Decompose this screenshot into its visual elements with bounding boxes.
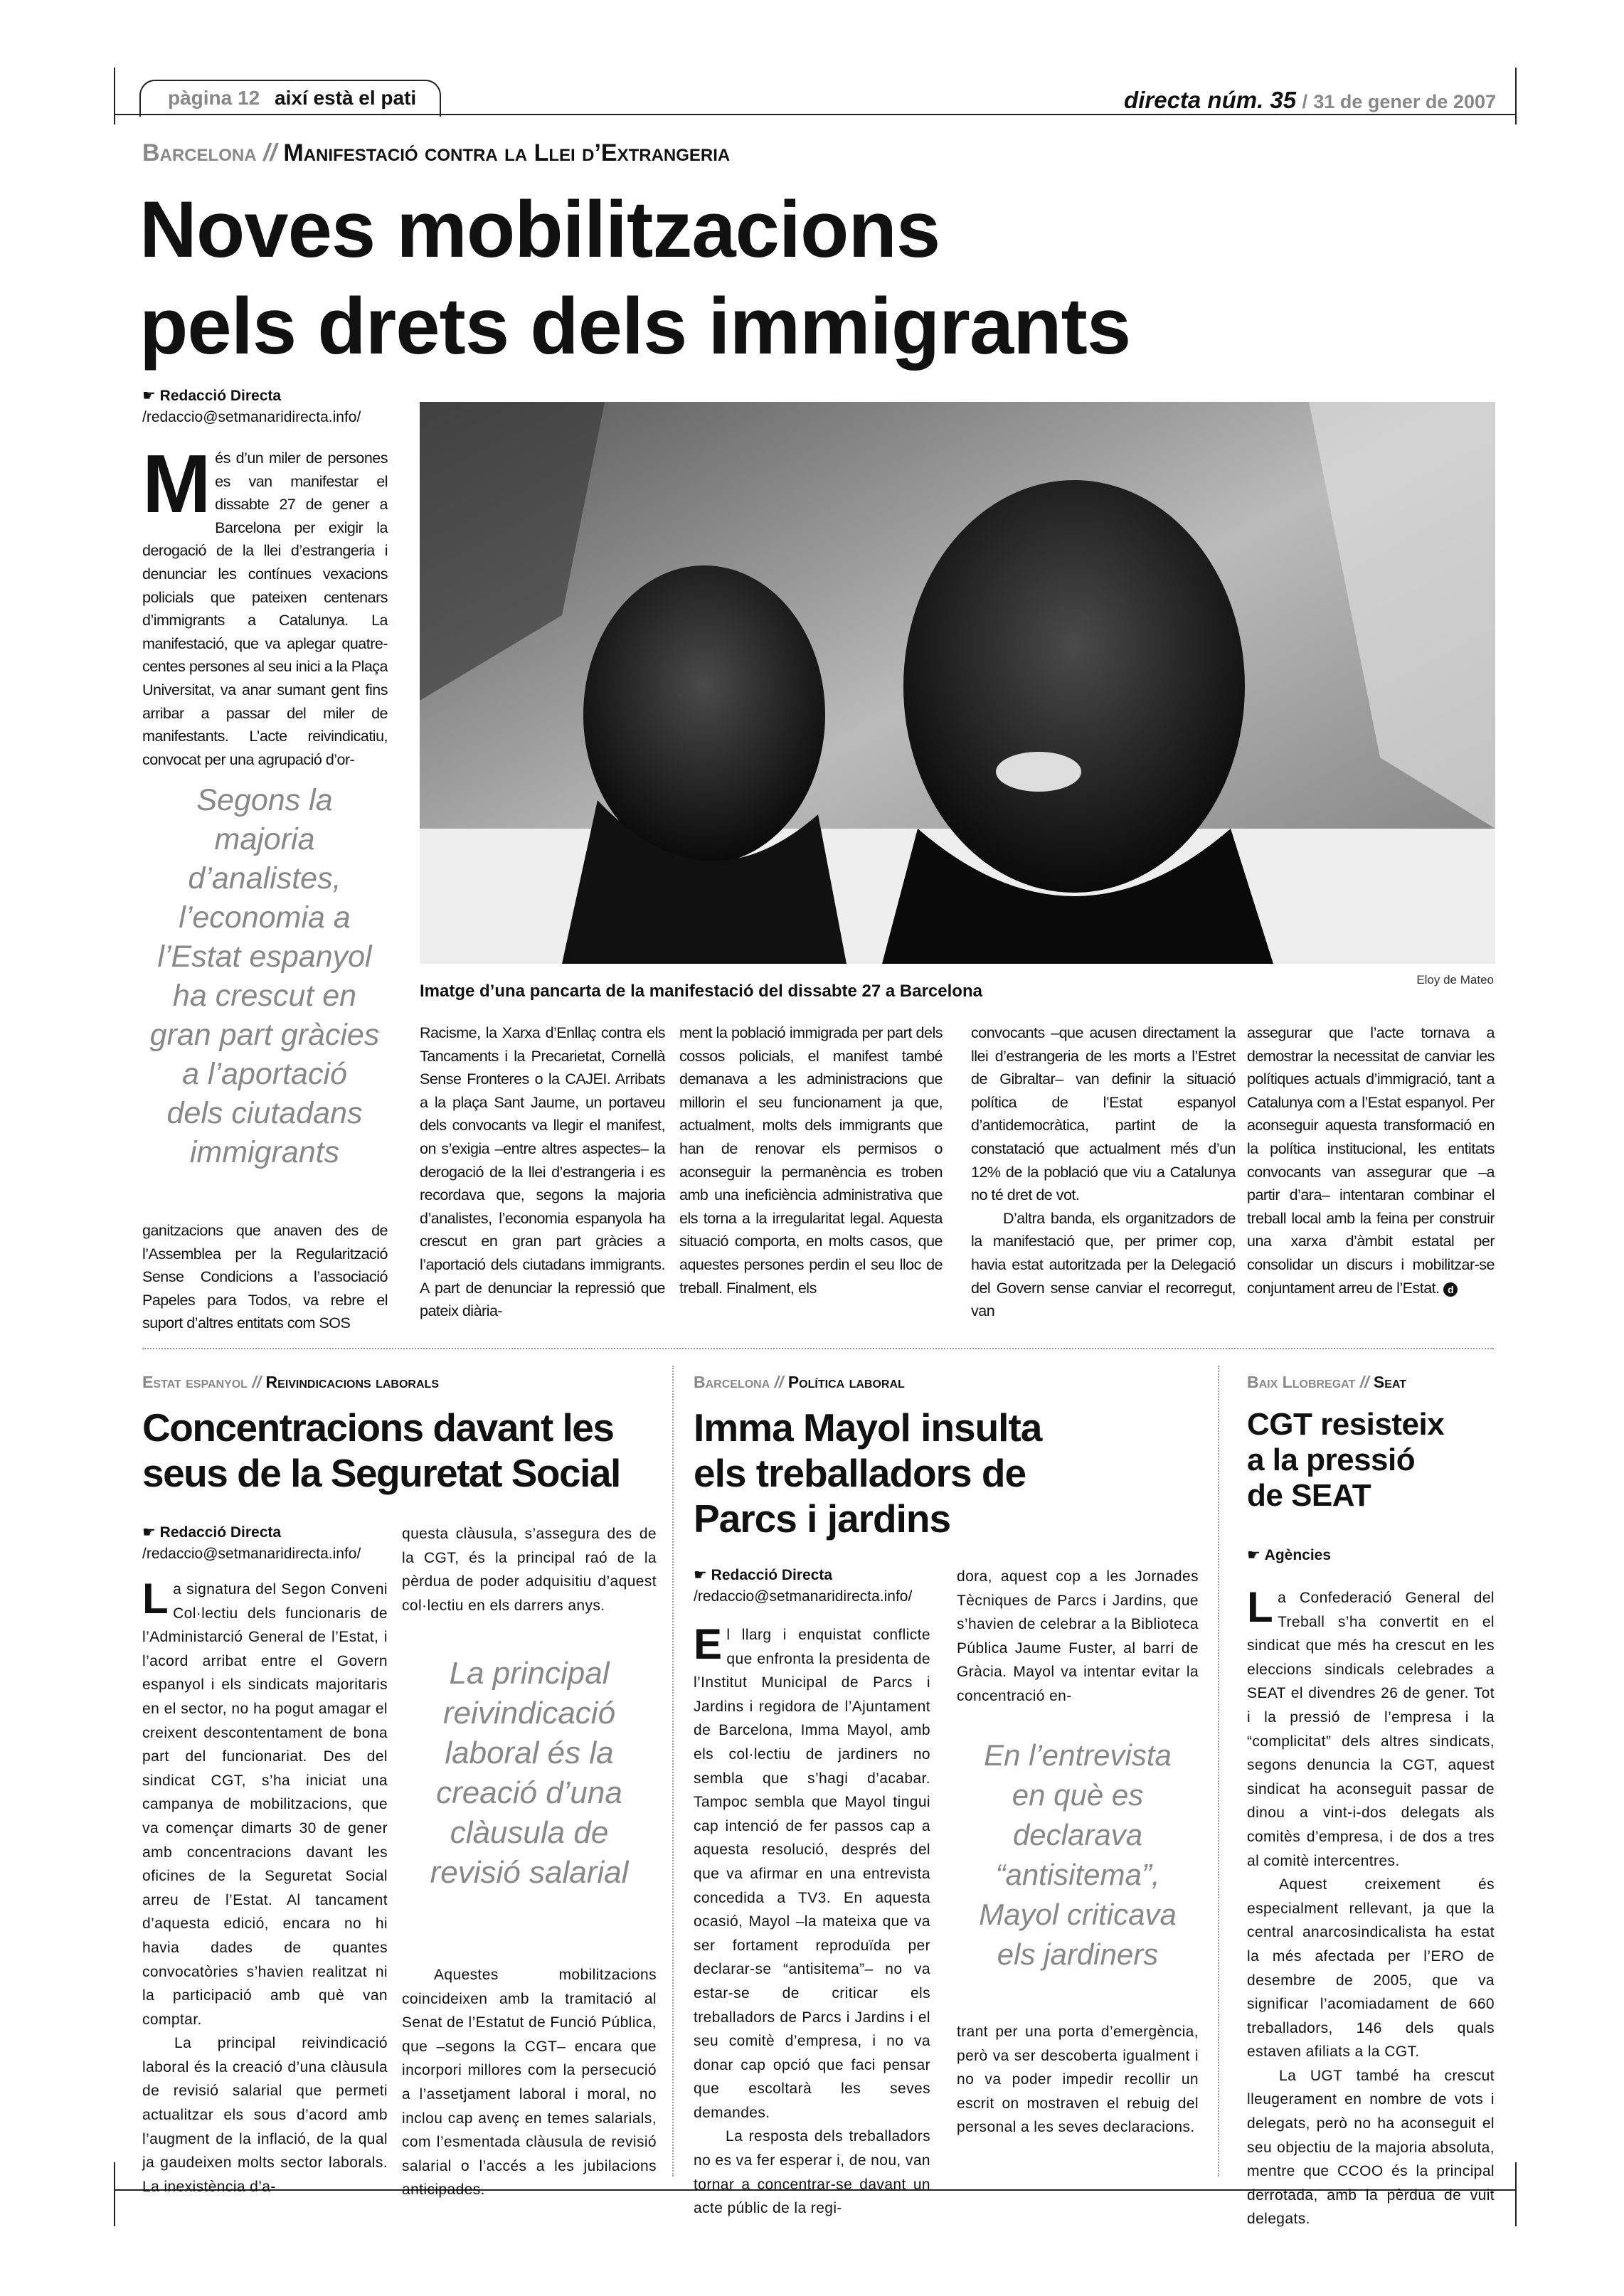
quote-line: creació d’una	[436, 1775, 622, 1810]
author: Redacció Directa	[711, 1567, 833, 1583]
quote-line: La principal	[449, 1656, 610, 1691]
issue-date: 31 de gener de 2007	[1313, 91, 1496, 112]
kicker-place: Baix Llobregat	[1247, 1373, 1356, 1391]
article2-pull-quote	[402, 1654, 657, 1893]
body-text: La UGT també ha crescut lleugerament en nombre de vots i delegats, però no ha aconseguit el seu objectiu de la majoria absoluta, mentre que CCOO és la principal derrotada, amb la pèrdua de vuit delegats.	[1247, 2067, 1495, 2228]
article3-colB-bottom	[957, 2020, 1199, 2140]
crop-mark	[1515, 2162, 1517, 2226]
article2-colB-bottom	[402, 1963, 657, 2202]
quote-line: els jardiners	[997, 1938, 1159, 1971]
article4-byline	[1247, 1545, 1331, 1566]
kicker-place: Barcelona	[694, 1373, 770, 1391]
body-text: Aquest creixement és especialment rellevant, ja que la central anarcosindicalista ha estat la més afectada per l’ERO de desembre de 2005, que va significar l’acomiadament de 660 treballadors, 146 dels quals estaven afiliats a la CGT.	[1247, 1876, 1495, 2061]
quote-line: Mayol criticava	[979, 1898, 1177, 1931]
column-separator	[1218, 1366, 1219, 2177]
article2-kicker	[142, 1373, 439, 1392]
kicker-topic: Manifestació contra la Llei d’Extrangeria	[283, 139, 731, 166]
kicker-place: Barcelona	[142, 139, 257, 166]
article2-byline	[142, 1522, 361, 1565]
author-email[interactable]: /redaccio@setmanaridirecta.info/	[142, 1546, 361, 1562]
person-left	[583, 565, 825, 864]
kicker-separator: //	[252, 1373, 262, 1391]
main-col5	[1247, 1021, 1495, 1300]
headline-line: de SEAT	[1247, 1478, 1371, 1513]
quote-line: en què es	[1012, 1778, 1144, 1812]
article4-headline	[1247, 1407, 1444, 1514]
body-text: dora, aquest cop a les Jornades Tècniques de Parcs i Jardins, que s’havien de celebrar a la Biblioteca Pública Jaume Fuster, al barri de Gràcia. Mayol va intentar evitar la concentració en-	[957, 1568, 1199, 1704]
body-text: La principal reivindicació laboral és la creació d’una clàusula de revisió salarial que permeti actualitzar els sous d’acord amb l’augment de la inflació, de la qual ja gaudeixen molts sector laborals. La inexistència d’a-	[142, 2035, 388, 2195]
author-email[interactable]: /redaccio@setmanaridirecta.info/	[142, 409, 361, 425]
quote-line: declarava	[1012, 1818, 1143, 1851]
kicker-topic: Política laboral	[787, 1373, 905, 1391]
article4-kicker	[1247, 1373, 1406, 1392]
body-text: questa clàusula, s’assegura des de la CGT, és la principal raó de la pèrdua de poder adquisitiu d’aquest col·lectiu en els darrers anys.	[402, 1526, 657, 1614]
article2-headline	[142, 1405, 620, 1496]
main-kicker	[142, 139, 730, 167]
kicker-separator: //	[1359, 1373, 1369, 1391]
headline-line: Imma Mayol insulta	[694, 1405, 1042, 1450]
headline-line: pels drets dels immigrants	[139, 282, 1131, 371]
pointing-hand-icon: ☛	[694, 1567, 707, 1583]
drop-cap: M	[142, 437, 211, 530]
crop-mark	[1515, 68, 1517, 124]
photo-caption: Imatge d’una pancarta de la manifestació del dissabte 27 a Barcelona	[420, 982, 982, 1001]
kicker-place: Estat espanyol	[142, 1373, 248, 1391]
body-text: convocants –que acusen directament la llei d’estrangeria de les morts a l’Estret de Gibraltar– van definir la situació política de l’Estat espanyol d’antidemocràtica, partint de la constatació que actualment més d’un 12% de la població que viu a Catalunya no té dret de vot.	[971, 1024, 1236, 1204]
body-text: ment la població immigrada per part dels cossos policials, el manifest també demanava a les administracions que millorin el seu funcionament ja que, actualment, molts dels immigrants que han de renovar els permisos o aconseguir la permanència es troben amb una ineficiència administrativa que els torna a la irregularitat legal. Aquesta situació comporta, en molts casos, que aquestes persones perdin el seu lloc de treball. Finalment, els	[679, 1024, 943, 1297]
quote-line: “antisitema”,	[995, 1858, 1160, 1891]
body-text: l llarg i enquistat conflicte que enfronta la presidenta de l’Institut Municipal de Parcs i Jardins i regidora de l’Ajuntament de Barcelona, Imma Mayol, amb els col·lectiu de jardiners no sembla que s’hagi d’acabar. Tampoc sembla que Mayol tingui cap intenció de fer passos cap a aquesta resolució, després del que va afirmar en una entrevista concedida a TV3. En aquesta ocasió, Mayol –la mateixa que va ser fortament reproduïda per declarar-se “antisitema”– no va estar-se de criticar els treballadors de Parcs i Jardins i el seu comitè d’empresa, i no va donar cap opció que faci pensar que escoltarà les seves demandes.	[694, 1627, 930, 2121]
photo	[420, 402, 1495, 964]
quote-line: reivindicació	[442, 1696, 616, 1731]
main-byline	[142, 386, 361, 428]
body-text: assegurar que l’acte tornava a demostrar la necessitat de canviar les polítiques actuals d’immigració, tant a Catalunya com a l’Estat espanyol. Per aconseguir aquesta transformació en la política institucional, les entitats convocants van assegurar que –a partir d’ara– intentaran combinar el treball local amb la feina per construir una xarxa d’àmbit estatal per consolidar un discurs i mobilitzar-se conjuntament arreu de l’Estat.	[1247, 1024, 1495, 1297]
author: Redacció Directa	[159, 388, 282, 404]
headline-line: Noves mobilitzacions	[139, 185, 940, 274]
end-mark-icon: d	[1443, 1282, 1458, 1297]
body-text: ganitzacions que anaven des de l’Assemblea per la Regularització Sense Condicions a l’associació Papeles para Todos, va rebre el suport d’altres entitats com SOS	[142, 1222, 388, 1332]
body-text: és d’un miler de persones es van manifestar el dissabte 27 de gener a Barcelona per exigir la derogació de la llei d’estrangeria i denunciar les contínues vexacions policials que pateixen centenars d’immigrants a Catalunya. La manifestació, que va aplegar quatre-centes persones al seu inici a la Plaça Universitat, va anar sumant gent fins arribar a passar del miler de manifestants. L’acte reivindicatiu, convocat per una agrupació d’or-	[142, 450, 388, 768]
main-col2	[420, 1021, 665, 1323]
kicker-separator: //	[263, 139, 277, 166]
crop-mark	[114, 68, 115, 124]
body-text: a Confederació General del Treball s’ha convertit en el sindicat que més ha crescut en les eleccions sindicals celebrades a SEAT el divendres 26 de gener. Tot i la pressió de l’empresa i la “complicitat” dels altres sindicats, segons denuncia la CGT, aquest sindicat ha aconseguit passar de dinou a vint-i-dos delegats als comitès d’empresa, i de dos a tres al comitè intercentres.	[1247, 1590, 1495, 1869]
quote-line: immigrants	[189, 1135, 340, 1169]
drop-cap: L	[1247, 1583, 1274, 1631]
masthead	[1124, 87, 1496, 114]
pointing-hand-icon: ☛	[142, 388, 156, 404]
body-text: trant per una porta d’emergència, però va ser descoberta igualment i no va poder impedir recollir un escrit on mostraven el rebuig del personal a les seves declaracions.	[957, 2024, 1199, 2136]
pointing-hand-icon: ☛	[142, 1524, 156, 1541]
separator: /	[1302, 91, 1307, 112]
quote-line: dels ciutadans	[166, 1096, 363, 1130]
headline-line: CGT resisteix	[1247, 1407, 1445, 1442]
main-col1-bottom	[142, 1219, 388, 1335]
author: Agències	[1264, 1547, 1332, 1563]
main-headline	[139, 181, 1130, 375]
article3-pull-quote	[953, 1736, 1202, 1975]
body-text: Racisme, la Xarxa d’Enllaç contra els Tancaments i la Precarietat, Cornellà Sense Fronteres o la CAJEI. Arribats a la plaça Sant Jaume, un portaveu dels convocants va llegir el manifest, on s’exigia –entre altres aspectes– la derogació de la llei d’estrangeria i es recordava que, segons la majoria d’analistes, l’economia espanyola ha crescut en gran part gràcies a l’aportació dels ciutadans immigrants. A part de denunciar la repressió que pateix diària-	[420, 1024, 665, 1320]
quote-line: laboral és la	[445, 1736, 614, 1770]
main-col4	[971, 1021, 1236, 1323]
main-col1-top	[142, 437, 388, 771]
article2-colA	[142, 1575, 388, 2199]
quote-line: majoria	[214, 822, 315, 856]
article4-body	[1247, 1583, 1495, 2231]
article2-colB	[402, 1522, 657, 1617]
section-name: així està el pati	[275, 87, 417, 109]
drop-cap: L	[142, 1575, 169, 1622]
author-email[interactable]: /redaccio@setmanaridirecta.info/	[694, 1588, 913, 1605]
article3-colB	[957, 1565, 1199, 1708]
article3-kicker	[694, 1373, 905, 1392]
pointing-hand-icon: ☛	[1247, 1547, 1261, 1563]
headline-line: Parcs i jardins	[694, 1497, 951, 1541]
headline-line: Concentracions davant les	[142, 1405, 614, 1450]
quote-line: Segons la	[196, 783, 333, 817]
pull-quote	[139, 781, 390, 1172]
headline-line: els treballadors de	[694, 1451, 1026, 1495]
drop-cap: E	[694, 1620, 723, 1668]
body-text: La resposta dels treballadors no es va fer esperar i, de nou, van tornar a concentrar-se davant un acte públic de la regi-	[694, 2128, 930, 2217]
article3-headline	[694, 1405, 1041, 1541]
person-right	[903, 480, 1245, 893]
section-divider	[142, 1348, 1494, 1349]
headline-line: a la pressió	[1247, 1442, 1416, 1477]
main-col3	[679, 1021, 943, 1300]
crop-mark	[114, 2162, 115, 2226]
quote-line: l’Estat espanyol	[157, 940, 372, 974]
quote-line: ha crescut en	[172, 979, 357, 1013]
article3-byline	[694, 1565, 912, 1607]
page-tab	[139, 80, 441, 117]
headline-line: seus de la Seguretat Social	[142, 1451, 620, 1495]
body-text: Aquestes mobilitzacions coincideixen amb la tramitació al Senat de l’Estatut de Funció Pública, que –segons la CGT– encara que incorpori millores com la persecució a l’assetjament laboral i moral, no inclou cap avenç en temes salarials, com l’esmentada clàusula de revisió salarial o l’accés a les jubilacions anticipades.	[402, 1967, 657, 2199]
article3-colA	[694, 1620, 930, 2221]
kicker-separator: //	[774, 1373, 784, 1391]
kicker-topic: Reivindicacions laborals	[265, 1373, 439, 1391]
quote-line: l’economia a	[179, 900, 351, 935]
quote-line: revisió salarial	[430, 1855, 629, 1890]
author: Redacció Directa	[159, 1524, 282, 1541]
paper-issue: directa núm. 35	[1124, 87, 1297, 113]
quote-line: gran part gràcies	[149, 1018, 380, 1052]
page-number: pàgina 12	[168, 87, 260, 109]
quote-line: d’analistes,	[188, 861, 341, 895]
quote-line: clàusula de	[450, 1815, 609, 1850]
body-text: a signatura del Segon Conveni Col·lectiu dels funcionaris de l’Administarció General de l’Estat, i l’acord arribat entre el Govern espanyol i els sindicats majoritaris en el sector, no ha pogut amagar el creixent descontentament de bona part del funcionariat. Des del sindicat CGT, s’ha iniciat una campanya de mobilitzacions, que va començar dimarts 30 de gener amb concentracions davant les oficines de la Seguretat Social arreu de l’Estat. Al tancament d’aquesta edició, encara no hi havia dades de quantes convocatòries s’havien realitzat ni la participació amb què van comptar.	[142, 1581, 388, 2028]
photo-credit: Eloy de Mateo	[1416, 973, 1494, 987]
body-text: D’altra banda, els organitzadors de la manifestació que, per primer cop, havia estat autoritzada per la Delegació del Govern sense canviar el recorregut, van	[971, 1209, 1236, 1320]
column-separator	[672, 1366, 674, 2177]
quote-line: En l’entrevista	[984, 1738, 1172, 1772]
kicker-topic: Seat	[1373, 1373, 1407, 1391]
quote-line: a l’aportació	[182, 1057, 347, 1091]
